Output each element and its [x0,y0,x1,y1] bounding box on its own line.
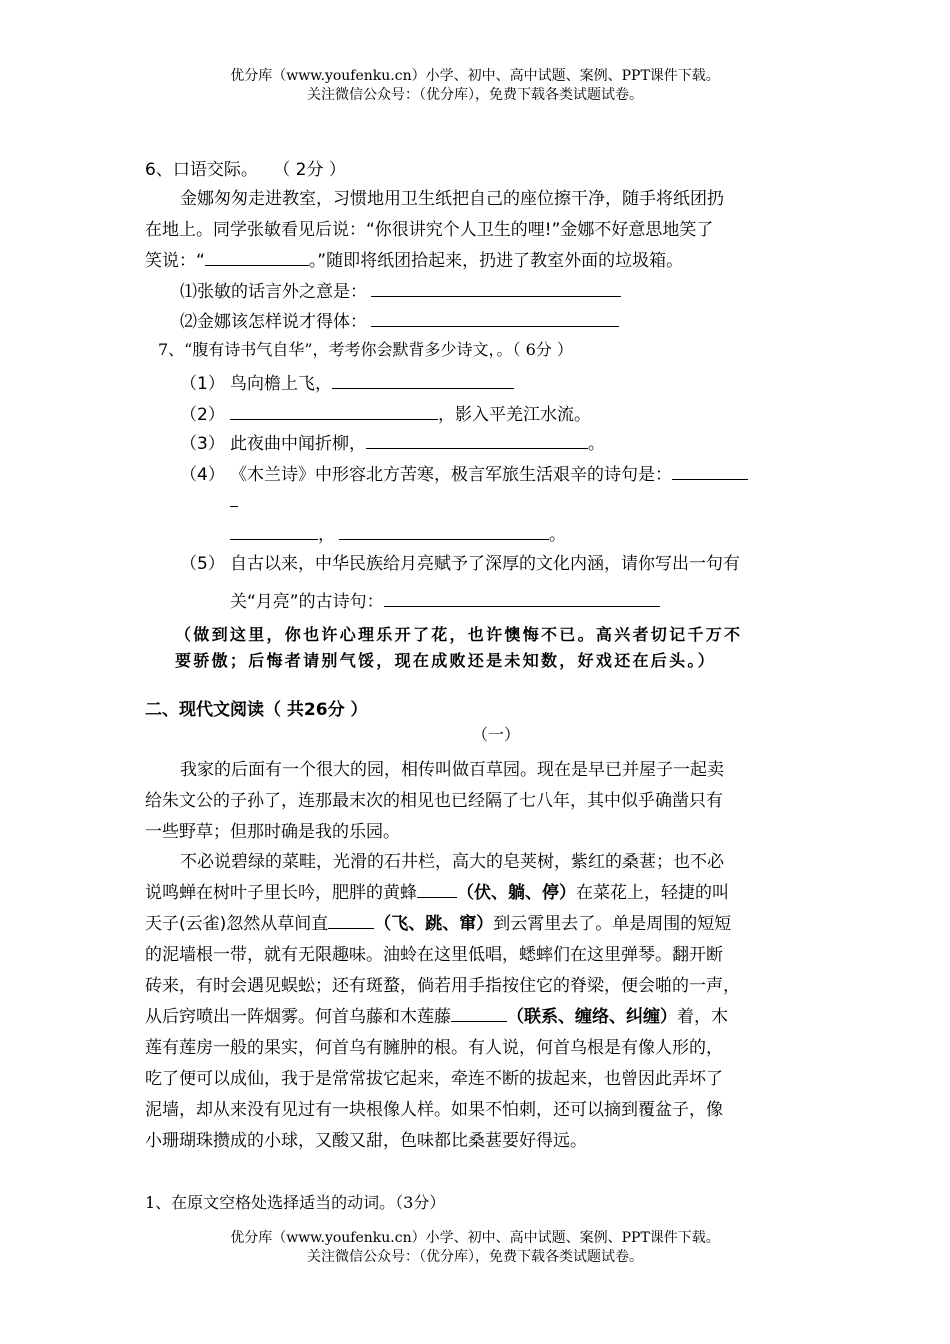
q6-sub-2 [180,307,619,332]
q7-item-4-end: 。 [549,525,566,545]
passage-blank-1[interactable] [417,881,457,898]
header-line-2: 关注微信公众号：（优分库），免费下载各类试题试卷。 [307,87,643,103]
q6-sub-2-text: ⑵金娜该怎样说才得体： [180,312,367,332]
q7-item-5-blank[interactable] [384,590,660,607]
q6-para-line-3a: 笑说：“ [145,251,205,271]
q6-para-line-3b: 。”随即将纸团拾起来，扔进了教室外面的垃圾箱。 [308,251,684,271]
passage-blank-2[interactable] [328,912,374,929]
q7-item-3-num: （3） [180,434,225,454]
q6-title-text: 6、口语交际。 [145,160,258,180]
q7-item-3-text: 此夜曲中闻折柳， [230,434,366,454]
q6-para-line-1: 金娜匆匆走进教室，习惯地用卫生纸把自己的座位擦干净，随手将纸团扔 [180,189,724,209]
q7-item-1-num: （1） [180,374,225,394]
q6-para-line-3 [145,246,683,271]
passage-para1-line-3: 一些野草；但那时确是我的乐园。 [145,822,400,842]
q7-item-1-blank[interactable] [332,372,514,389]
q7-item-5-text: 自古以来，中华民族给月亮赋予了深厚的文化内涵，请你写出一句有 [230,554,740,574]
passage-l2a: 说鸣蝉在树叶子里长吟，肥胖的黄蜂 [145,883,417,903]
q7-item-3 [180,429,605,454]
q7-item-1-text: 鸟向檐上飞， [230,374,332,394]
q7-item-5-text-2: 关“月亮”的古诗句： [230,592,384,612]
q6-score: （ 2分 ） [273,160,346,180]
passage-para2-line-5: 砖来，有时会遇见蜈蚣；还有斑蝥，倘若用手指按住它的脊梁，便会啪的一声， [145,976,740,996]
q7-item-4-blank-wrap [230,506,238,507]
q6-para-line-2: 在地上。同学张敏看见后说：“你很讲究个人卫生的哩!”金娜不好意思地笑了 [145,220,714,240]
q6-title [145,155,346,180]
note-line-1: （做到这里，你也许心理乐开了花，也许懊悔不已。高兴者切记千万不 [175,625,743,644]
q7-item-4-comma: ， [318,525,335,545]
passage-para2-line-7: 莲有莲房一般的果实，何首乌有臃肿的根。有人说，何首乌根是有像人形的， [145,1038,723,1058]
passage-option-1: （伏、躺、停） [457,883,576,903]
q7-title: 7、“腹有诗书气自华”，考考你会默背多少诗文，。（ 6分 ） [158,340,573,359]
section2-question-1: 1、在原文空格处选择适当的动词。（3分） [145,1193,446,1212]
q7-item-3-blank[interactable] [366,432,588,449]
passage-para2-line-9: 泥墙，却从来没有见过有一块根像人样。如果不怕刺，还可以摘到覆盆子，像 [145,1100,723,1120]
q7-item-4 [180,460,748,485]
q7-item-5 [180,549,740,574]
footer-line-2: 关注微信公众号：（优分库），免费下载各类试题试卷。 [307,1249,643,1265]
passage-para2-line-3 [145,909,731,934]
q6-sub-1-text: ⑴张敏的话言外之意是： [180,282,367,302]
passage-l6: 从后窍喷出一阵烟雾。何首乌藤和木莲藤 [145,1007,451,1027]
q7-item-2-num: （2） [180,405,225,425]
passage-para2-line-6 [145,1002,728,1027]
passage-l3a: 天子(云雀)忽然从草间直 [145,914,329,934]
q6-sub-2-blank[interactable] [371,310,619,327]
passage-para2-line-10: 小珊瑚珠攒成的小球，又酸又甜，色味都比桑葚要好得远。 [145,1131,587,1151]
q7-item-2-text: ，影入平羌江水流。 [438,405,591,425]
q7-item-4-text: 《木兰诗》中形容北方苦寒，极言军旅生活艰辛的诗句是： [230,465,672,485]
passage-para2-line-4: 的泥墙根一带，就有无限趣味。油蛉在这里低唱，蟋蟀们在这里弹琴。翻开断 [145,945,723,965]
q6-answer-blank[interactable] [205,249,309,266]
q7-item-4-blank-b[interactable] [230,523,318,540]
q7-item-4-line-2 [230,520,566,545]
q7-item-3-end: 。 [588,434,605,454]
q7-item-5-line-2 [230,587,660,612]
q7-item-2 [180,400,591,425]
passage-para2-line-8: 吃了便可以成仙，我于是常常拔它起来，牵连不断的拔起来，也曾因此弄坏了 [145,1069,723,1089]
q7-item-1 [180,369,514,394]
q7-item-5-num: （5） [180,554,225,574]
q6-sub-1 [180,277,621,302]
section2-title: 二、现代文阅读（ 共26分 ） [145,700,368,720]
q7-item-4-num: （4） [180,465,225,485]
q7-item-2-blank[interactable] [230,403,438,420]
passage-para2-line-1: 不必说碧绿的菜畦，光滑的石井栏，高大的皂荚树，紫红的桑葚；也不必 [180,852,724,872]
passage-blank-3[interactable] [451,1005,507,1022]
header-line-1: 优分库（www.youfenku.cn）小学、初中、高中试题、案例、PPT课件下载。 [230,68,720,84]
passage-option-3: （联系、缠络、纠缠） [507,1007,677,1027]
note-line-2: 要骄傲；后悔者请别气馁，现在成败还是未知数，好戏还在后头。） [175,651,717,670]
passage-para1-line-2: 给朱文公的子孙了，连那最末次的相见也已经隔了七八年，其中似乎确凿只有 [145,791,723,811]
passage-option-2: （飞、跳、窜） [374,914,494,934]
section2-part: （一） [472,725,521,744]
passage-l6b: 着，木 [677,1007,728,1027]
passage-para2-line-2 [145,878,729,903]
passage-para1-line-1: 我家的后面有一个很大的园，相传叫做百草园。现在是早已并屋子一起卖 [180,760,724,780]
q7-item-4-blank-a[interactable] [672,463,748,480]
passage-l3b: 到云霄里去了。单是周围的短短 [493,914,732,934]
q7-item-4-blank-c[interactable] [339,523,549,540]
passage-l2b: 在菜花上，轻捷的叫 [576,883,729,903]
footer-line-1: 优分库（www.youfenku.cn）小学、初中、高中试题、案例、PPT课件下载。 [230,1230,720,1246]
q6-sub-1-blank[interactable] [371,280,621,297]
